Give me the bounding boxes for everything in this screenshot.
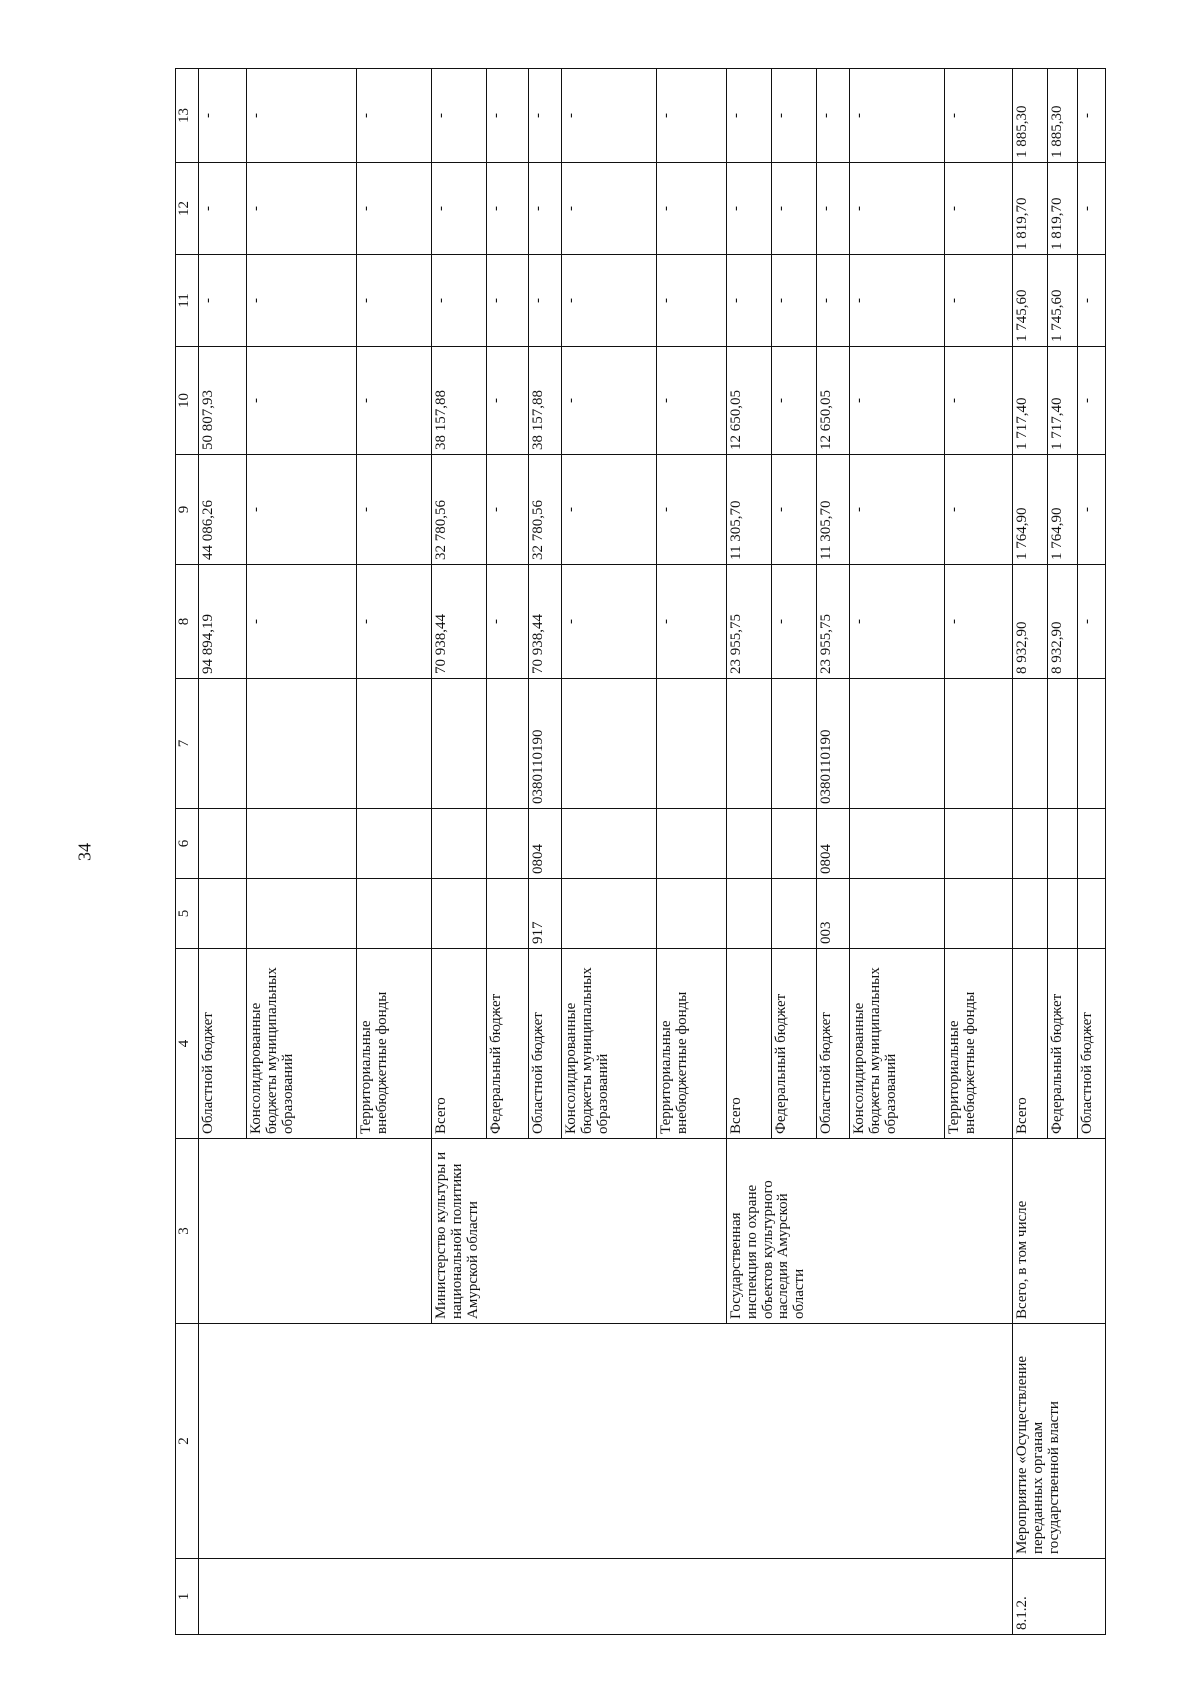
cell-value: - — [357, 69, 432, 163]
cell-value: - — [199, 69, 247, 163]
cell-value: - — [199, 163, 247, 255]
cell-value: - — [562, 163, 657, 255]
cell-rzpr — [945, 809, 1013, 879]
cell-value: - — [657, 347, 727, 455]
cell-value: 1 819,70 — [1048, 163, 1078, 255]
cell-value: 12 650,05 — [817, 347, 850, 455]
cell-source: Всего — [727, 949, 772, 1139]
cell-rzpr: 0804 — [817, 809, 850, 879]
cell-value: - — [657, 455, 727, 565]
col-number: 13 — [176, 69, 199, 163]
cell-value: - — [1078, 255, 1106, 347]
cell-value: - — [945, 565, 1013, 679]
cell-value: - — [850, 347, 945, 455]
cell-source: Федеральный бюджет — [1048, 949, 1078, 1139]
cell-value: - — [772, 69, 817, 163]
cell-csr — [432, 679, 487, 809]
cell-value: 23 955,75 — [727, 565, 772, 679]
cell-value: - — [817, 163, 850, 255]
cell-value: - — [850, 69, 945, 163]
cell-value: - — [945, 163, 1013, 255]
column-numbers-row — [176, 69, 199, 1635]
cell-csr — [657, 679, 727, 809]
cell-source: Консолидированные бюджеты муниципальных образований — [247, 949, 357, 1139]
col-number: 8 — [176, 565, 199, 679]
col-number: 2 — [176, 1324, 199, 1559]
cell-csr — [727, 679, 772, 809]
cell-value: - — [772, 565, 817, 679]
cell-value: - — [772, 455, 817, 565]
cell-value: 50 807,93 — [199, 347, 247, 455]
cell-value: - — [487, 347, 529, 455]
cell-rzpr — [562, 809, 657, 879]
cell-value: 70 938,44 — [529, 565, 562, 679]
cell-grbs — [772, 879, 817, 949]
cell-value: - — [850, 163, 945, 255]
cell-value: - — [247, 347, 357, 455]
cell-rzpr — [772, 809, 817, 879]
cell-rzpr: 0804 — [529, 809, 562, 879]
cell-value: - — [727, 163, 772, 255]
cell-value: - — [657, 69, 727, 163]
page-number: 34 — [74, 843, 95, 861]
cell-value: 1 819,70 — [1013, 163, 1048, 255]
cell-value: - — [487, 455, 529, 565]
cell-name — [199, 1324, 1013, 1559]
cell-value: 94 894,19 — [199, 565, 247, 679]
cell-value: - — [487, 163, 529, 255]
cell-value: - — [772, 163, 817, 255]
cell-grbs — [657, 879, 727, 949]
cell-value: - — [1078, 455, 1106, 565]
cell-exec: Министерство культуры и национальной политики Амурской области — [432, 1139, 727, 1324]
cell-value: - — [850, 455, 945, 565]
cell-rzpr — [1013, 809, 1048, 879]
cell-value: - — [1078, 347, 1106, 455]
cell-value: 1 885,30 — [1048, 69, 1078, 163]
cell-value: - — [199, 255, 247, 347]
cell-rzpr — [487, 809, 529, 879]
col-number: 12 — [176, 163, 199, 255]
cell-value: - — [1078, 565, 1106, 679]
cell-value: - — [432, 163, 487, 255]
cell-grbs — [1013, 879, 1048, 949]
cell-value: - — [562, 347, 657, 455]
cell-value: 11 305,70 — [817, 455, 850, 565]
cell-value: - — [562, 565, 657, 679]
cell-value: - — [657, 163, 727, 255]
cell-value: - — [432, 69, 487, 163]
cell-value: 1 745,60 — [1048, 255, 1078, 347]
cell-rzpr — [657, 809, 727, 879]
cell-value: - — [817, 69, 850, 163]
cell-rzpr — [1048, 809, 1078, 879]
cell-value: - — [945, 255, 1013, 347]
cell-value: 38 157,88 — [432, 347, 487, 455]
cell-value: - — [562, 255, 657, 347]
cell-value: - — [247, 565, 357, 679]
cell-rzpr — [850, 809, 945, 879]
cell-source: Областной бюджет — [199, 949, 247, 1139]
cell-value: - — [357, 163, 432, 255]
cell-csr — [357, 679, 432, 809]
cell-grbs — [1078, 879, 1106, 949]
cell-value: - — [945, 455, 1013, 565]
cell-value: 1 717,40 — [1048, 347, 1078, 455]
rotated-table-container — [175, 69, 1095, 1635]
cell-value: 70 938,44 — [432, 565, 487, 679]
cell-grbs — [727, 879, 772, 949]
cell-value: 32 780,56 — [432, 455, 487, 565]
cell-source: Территориальные внебюджетные фонды — [945, 949, 1013, 1139]
table-row — [199, 69, 247, 1635]
cell-value: - — [247, 455, 357, 565]
cell-grbs: 003 — [817, 879, 850, 949]
cell-rzpr — [432, 809, 487, 879]
cell-value: - — [357, 455, 432, 565]
cell-value: 1 764,90 — [1048, 455, 1078, 565]
cell-value: - — [657, 565, 727, 679]
cell-csr — [562, 679, 657, 809]
cell-source: Областной бюджет — [817, 949, 850, 1139]
cell-value: 44 086,26 — [199, 455, 247, 565]
cell-value: 1 885,30 — [1013, 69, 1048, 163]
cell-value: - — [850, 565, 945, 679]
cell-grbs: 917 — [529, 879, 562, 949]
cell-grbs — [487, 879, 529, 949]
cell-value: 38 157,88 — [529, 347, 562, 455]
cell-value: - — [562, 455, 657, 565]
cell-value: - — [529, 163, 562, 255]
cell-value: - — [657, 255, 727, 347]
cell-source: Консолидированные бюджеты муниципальных образований — [562, 949, 657, 1139]
col-number: 6 — [176, 809, 199, 879]
cell-csr — [1078, 679, 1106, 809]
col-number: 1 — [176, 1559, 199, 1635]
table-row — [1013, 69, 1048, 1635]
cell-grbs — [432, 879, 487, 949]
cell-value: - — [487, 565, 529, 679]
cell-value: - — [817, 255, 850, 347]
cell-num — [199, 1559, 1013, 1635]
cell-grbs — [199, 879, 247, 949]
cell-grbs — [562, 879, 657, 949]
cell-value: - — [247, 255, 357, 347]
cell-value: - — [945, 69, 1013, 163]
col-number: 11 — [176, 255, 199, 347]
cell-value: 1 717,40 — [1013, 347, 1048, 455]
cell-value: - — [562, 69, 657, 163]
cell-rzpr — [199, 809, 247, 879]
cell-grbs — [247, 879, 357, 949]
cell-value: - — [432, 255, 487, 347]
cell-grbs — [357, 879, 432, 949]
cell-value: - — [850, 255, 945, 347]
cell-rzpr — [1078, 809, 1106, 879]
cell-value: - — [727, 69, 772, 163]
cell-value: - — [772, 347, 817, 455]
cell-rzpr — [727, 809, 772, 879]
cell-value: - — [487, 69, 529, 163]
cell-grbs — [1048, 879, 1078, 949]
cell-rzpr — [247, 809, 357, 879]
cell-value: - — [529, 69, 562, 163]
cell-csr — [1013, 679, 1048, 809]
cell-source: Федеральный бюджет — [487, 949, 529, 1139]
cell-exec: Всего, в том числе — [1013, 1139, 1106, 1324]
cell-value: - — [727, 255, 772, 347]
cell-csr — [247, 679, 357, 809]
cell-name: Мероприятие «Осуществление переданных органам государственной власти — [1013, 1324, 1106, 1559]
cell-csr — [1048, 679, 1078, 809]
col-number: 5 — [176, 879, 199, 949]
cell-value: 1 764,90 — [1013, 455, 1048, 565]
cell-value: 11 305,70 — [727, 455, 772, 565]
cell-value: 8 932,90 — [1048, 565, 1078, 679]
cell-source: Территориальные внебюджетные фонды — [357, 949, 432, 1139]
cell-value: 1 745,60 — [1013, 255, 1048, 347]
cell-num: 8.1.2. — [1013, 1559, 1106, 1635]
cell-exec: Государственная инспекция по охране объектов культурного наследия Амурской области — [727, 1139, 1013, 1324]
col-number: 10 — [176, 347, 199, 455]
cell-source: Всего — [432, 949, 487, 1139]
cell-exec — [199, 1139, 432, 1324]
cell-csr — [850, 679, 945, 809]
col-number: 7 — [176, 679, 199, 809]
cell-value: - — [1078, 163, 1106, 255]
cell-source: Областной бюджет — [529, 949, 562, 1139]
cell-grbs — [945, 879, 1013, 949]
cell-csr: 0380110190 — [529, 679, 562, 809]
budget-table — [175, 68, 1106, 1635]
col-number: 4 — [176, 949, 199, 1139]
col-number: 3 — [176, 1139, 199, 1324]
cell-source: Всего — [1013, 949, 1048, 1139]
cell-value: - — [945, 347, 1013, 455]
cell-csr — [199, 679, 247, 809]
cell-value: 23 955,75 — [817, 565, 850, 679]
cell-value: - — [357, 565, 432, 679]
cell-value: - — [772, 255, 817, 347]
cell-csr — [772, 679, 817, 809]
col-number: 9 — [176, 455, 199, 565]
cell-csr — [945, 679, 1013, 809]
cell-value: - — [529, 255, 562, 347]
cell-source: Территориальные внебюджетные фонды — [657, 949, 727, 1139]
cell-value: - — [487, 255, 529, 347]
cell-value: 8 932,90 — [1013, 565, 1048, 679]
cell-csr: 0380110190 — [817, 679, 850, 809]
cell-value: - — [247, 163, 357, 255]
cell-csr — [487, 679, 529, 809]
cell-value: - — [247, 69, 357, 163]
cell-source: Федеральный бюджет — [772, 949, 817, 1139]
cell-source: Консолидированные бюджеты муниципальных образований — [850, 949, 945, 1139]
cell-value: 12 650,05 — [727, 347, 772, 455]
cell-value: - — [357, 347, 432, 455]
cell-grbs — [850, 879, 945, 949]
cell-value: - — [357, 255, 432, 347]
cell-value: 32 780,56 — [529, 455, 562, 565]
cell-value: - — [1078, 69, 1106, 163]
cell-source: Областной бюджет — [1078, 949, 1106, 1139]
cell-rzpr — [357, 809, 432, 879]
